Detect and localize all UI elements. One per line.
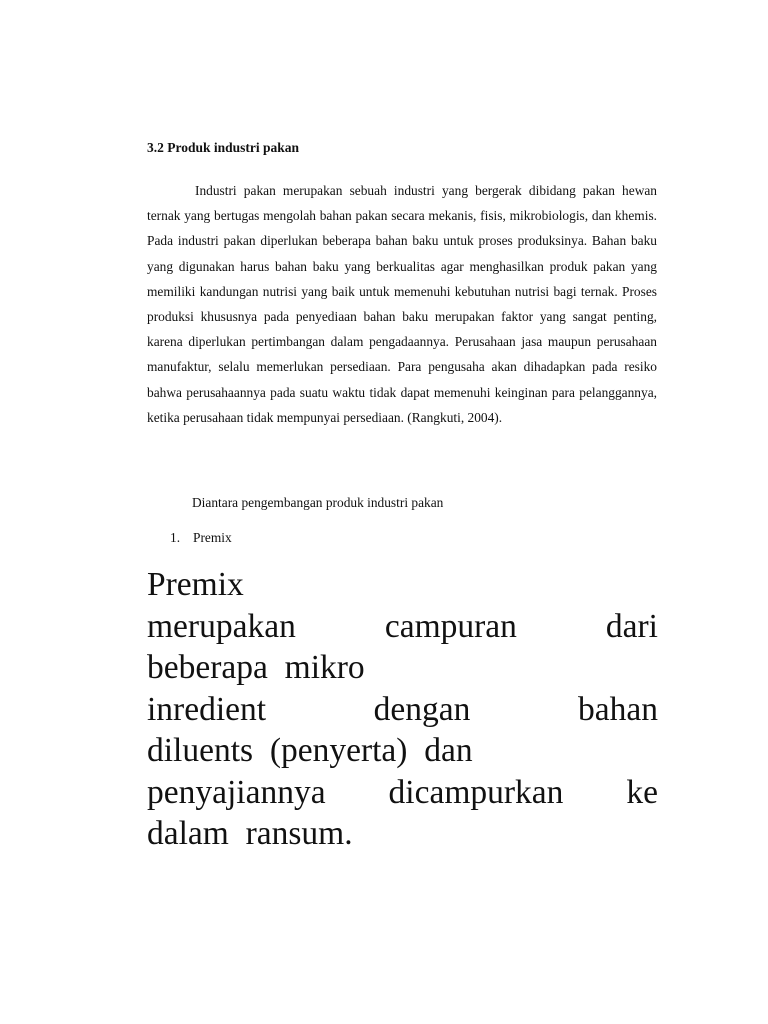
large-text-word: dari	[605, 607, 658, 645]
large-text-word: campuran	[384, 607, 517, 645]
large-text-line-1: Premix	[147, 566, 244, 603]
large-text-block	[147, 564, 658, 855]
list-item-number: 1.	[170, 530, 181, 545]
large-text-line-3: beberapa mikro	[147, 649, 365, 686]
large-text-word: inredient	[147, 690, 267, 728]
list-item-label: Premix	[193, 530, 232, 545]
section-heading: 3.2 Produk industri pakan	[147, 140, 300, 155]
large-text-line-7: dalam ransum.	[147, 815, 353, 852]
large-text-word: merupakan	[147, 607, 296, 645]
numbered-list	[170, 528, 232, 548]
large-text-line-6	[147, 772, 658, 814]
large-text-word: bahan	[577, 690, 658, 728]
large-text-word: ke	[626, 773, 658, 811]
list-item	[170, 528, 232, 548]
large-text-line-4	[147, 689, 658, 731]
intro-sentence: Diantara pengembangan produk industri pakan	[192, 495, 444, 510]
large-text-line-2	[147, 606, 658, 648]
large-text-word: dengan	[373, 690, 471, 728]
body-paragraph: Industri pakan merupakan sebuah industri yang bergerak dibidang pakan hewan ternak yang bertugas mengolah bahan pakan secara mekanis, fisis, mikrobiologis, dan khemis. Pada industri pakan diperlukan beberapa bahan baku untuk proses produksinya. Bahan baku yang digunakan harus bahan baku yang berkualitas agar menghasilkan produk pakan yang memiliki kandungan nutrisi yang baik untuk memenuhi kebutuhan nutrisi bagi ternak. Proses produksi khususnya pada penyediaan bahan baku merupakan faktor yang sangat penting, karena diperlukan pertimbangan dalam pengadaannya. Perusahaan jasa maupun perusahaan manufaktur, selalu memerlukan persediaan. Para pengusaha akan dihadapkan pada resiko bahwa perusahaannya pada suatu waktu tidak dapat memenuhi keinginan para pelanggannya, ketika perusahaan tidak mempunyai persediaan. (Rangkuti, 2004).	[147, 183, 657, 425]
large-text-line-5: diluents (penyerta) dan	[147, 732, 473, 769]
large-text-word: dicampurkan	[388, 773, 564, 811]
large-text-word: penyajiannya	[147, 773, 326, 811]
